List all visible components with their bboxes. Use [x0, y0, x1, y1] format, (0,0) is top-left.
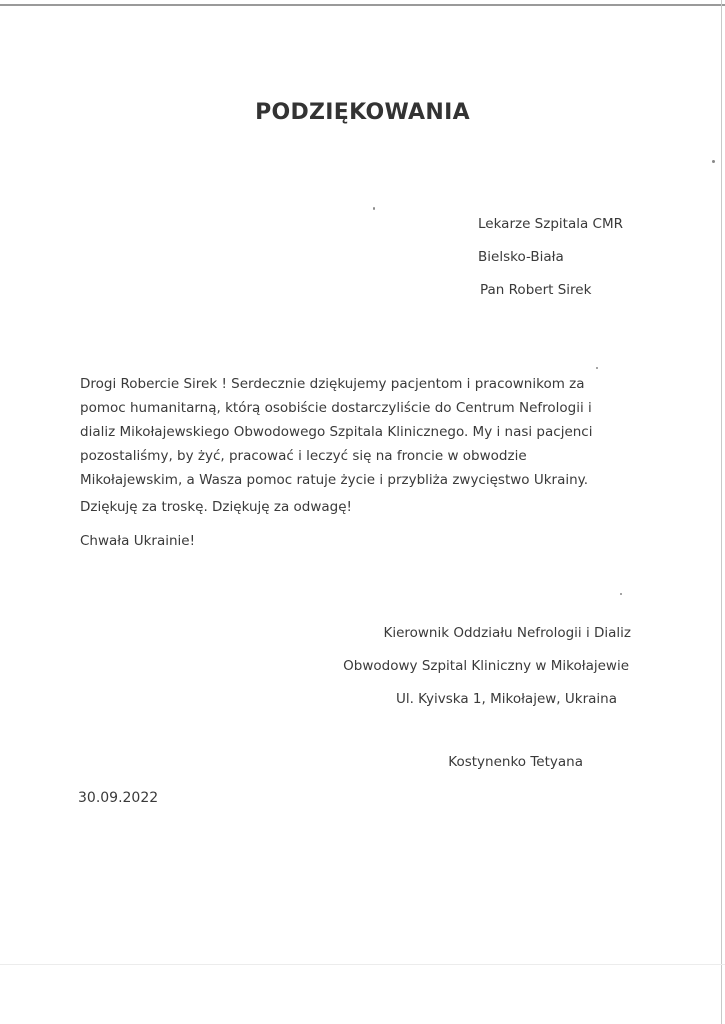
scan-top-edge [0, 4, 725, 6]
scan-speck [373, 207, 375, 210]
signature-position: Kierownik Oddziału Nefrologii i Dializ [383, 625, 631, 641]
scan-speck [712, 160, 715, 163]
recipient-line: Lekarze Szpitala CMR [478, 216, 623, 232]
scan-bottom-edge [0, 964, 725, 965]
body-line: pozostaliśmy, by żyć, pracować i leczyć się na froncie w obwodzie [80, 448, 527, 464]
scan-speck [620, 593, 622, 595]
recipient-line: Bielsko-Biała [478, 249, 564, 265]
letter-title: PODZIĘKOWANIA [255, 100, 470, 125]
scan-speck [596, 367, 598, 369]
body-line: Mikołajewskim, a Wasza pomoc ratuje życie i przybliża zwycięstwo Ukrainy. [80, 472, 589, 488]
signature-name: Kostynenko Tetyana [448, 754, 583, 770]
letter-date: 30.09.2022 [78, 790, 159, 806]
body-line: Drogi Robercie Sirek ! Serdecznie dziękujemy pacjentom i pracownikom za [80, 376, 585, 392]
thanks-line: Dziękuję za troskę. Dziękuję za odwagę! [80, 499, 352, 515]
signature-institution: Obwodowy Szpital Kliniczny w Mikołajewie [343, 658, 629, 674]
signature-address: Ul. Kyivska 1, Mikołajew, Ukraina [395, 691, 617, 707]
recipient-line: Pan Robert Sirek [480, 282, 592, 298]
body-line: pomoc humanitarną, którą osobiście dostarczyliście do Centrum Nefrologii i [80, 400, 592, 416]
scan-right-edge [721, 0, 722, 1024]
letter-body [80, 372, 680, 492]
body-line: dializ Mikołajewskiego Obwodowego Szpitala Klinicznego. My i nasi pacjenci [80, 424, 593, 440]
closing-line: Chwała Ukrainie! [80, 533, 195, 549]
